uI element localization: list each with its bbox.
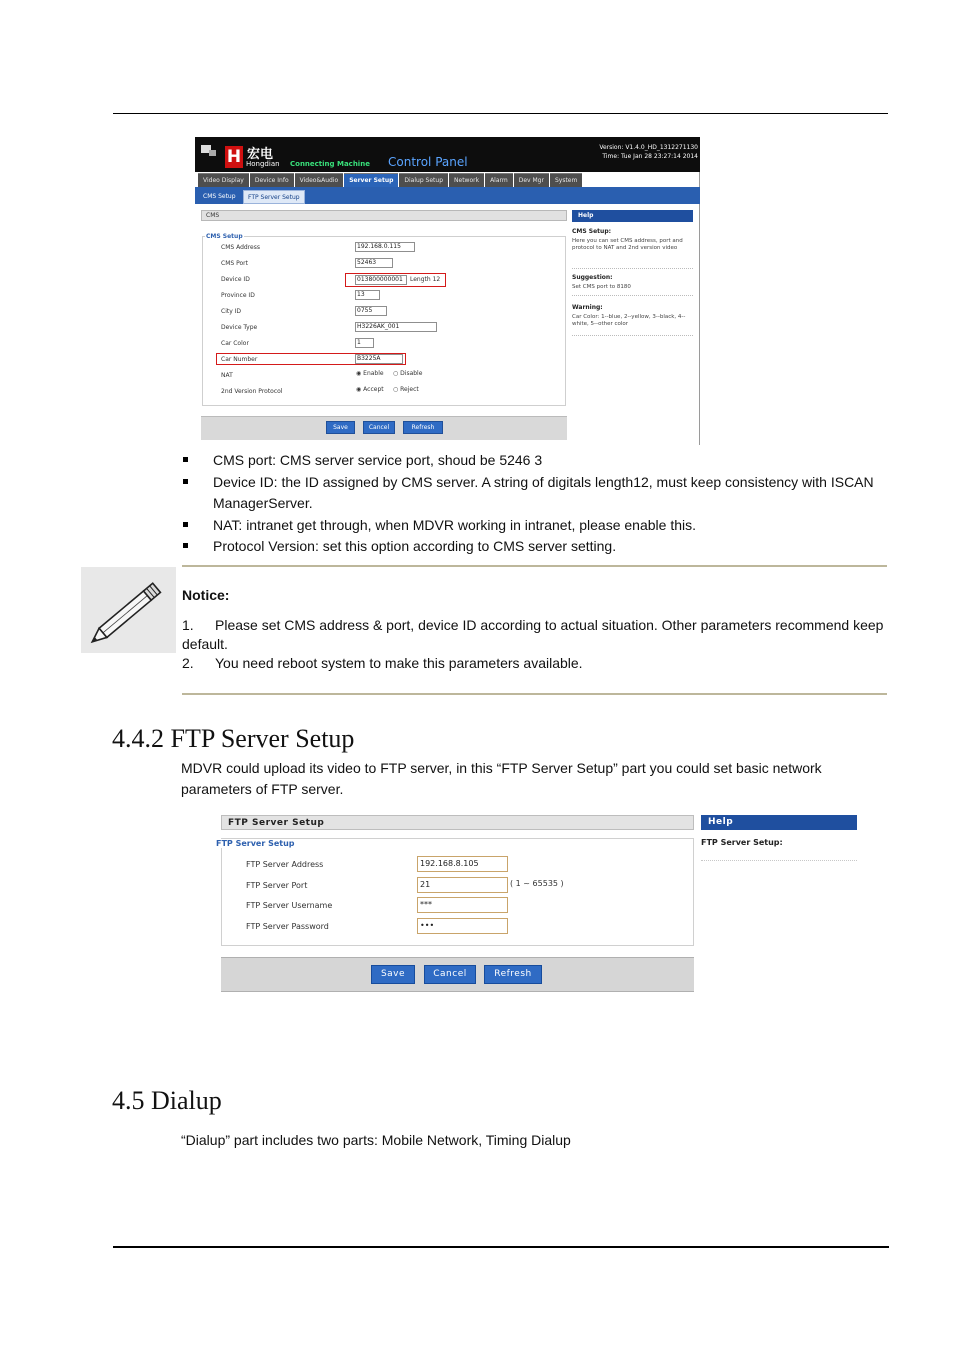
cms-legend: CMS Setup	[206, 233, 243, 240]
time-text: Time: Tue Jan 28 23:27:14 2014	[602, 153, 698, 160]
protocol-reject-radio[interactable]: ○ Reject	[393, 386, 419, 393]
version-text: Version: V1.4.0_HD_1312271130	[599, 144, 698, 151]
ftp-help-header: Help	[701, 815, 857, 830]
tab-server-setup[interactable]: Server Setup	[344, 173, 398, 187]
nat-disable-label: Disable	[400, 370, 423, 377]
notice-list	[182, 616, 887, 673]
refresh-button[interactable]: Refresh	[403, 421, 443, 434]
cms-port-label: CMS Port	[221, 260, 248, 267]
tab-system[interactable]: System	[550, 173, 582, 187]
help-cms-title: CMS Setup:	[572, 228, 612, 235]
main-nav	[198, 173, 583, 187]
logo-english: Hongdian	[246, 160, 280, 168]
protocol-accept-label: Accept	[363, 386, 384, 393]
ftp-address-label: FTP Server Address	[246, 860, 324, 869]
list-item: NAT: intranet get through, when MDVR working in intranet, please enable this.	[180, 515, 890, 537]
ftp-username-label: FTP Server Username	[246, 901, 333, 910]
car-color-label: Car Color	[221, 340, 249, 347]
notice-title: Notice:	[182, 587, 230, 603]
list-item: CMS port: CMS server service port, shoud be 5246 3	[180, 450, 890, 472]
help-header: Help	[572, 210, 693, 222]
help-suggestion-title: Suggestion:	[572, 274, 613, 281]
ftp-cancel-button[interactable]: Cancel	[424, 965, 476, 984]
ftp-password-input[interactable]: •••	[417, 918, 508, 934]
panel-title: Control Panel	[388, 155, 468, 169]
cms-setup-screenshot	[195, 137, 700, 445]
ftp-save-button[interactable]: Save	[371, 965, 415, 984]
device-id-input[interactable]: 013800000001	[355, 275, 407, 285]
ftp-help-divider	[701, 860, 857, 861]
ftp-port-label: FTP Server Port	[246, 881, 308, 890]
section-heading-dialup: 4.5 Dialup	[112, 1086, 222, 1115]
protocol-label: 2nd Version Protocol	[221, 388, 283, 395]
device-id-length: Length 12	[410, 276, 441, 283]
protocol-reject-label: Reject	[400, 386, 419, 393]
device-id-label: Device ID	[221, 276, 250, 283]
nat-disable-radio[interactable]: ○ Disable	[393, 370, 423, 377]
tab-dialup-setup[interactable]: Dialup Setup	[399, 173, 448, 187]
version-info	[599, 143, 698, 161]
ftp-address-input[interactable]: 192.168.8.105	[417, 856, 508, 872]
nat-label: NAT	[221, 372, 233, 379]
list-item: Protocol Version: set this option according to CMS server setting.	[180, 536, 890, 558]
header-rule	[113, 113, 888, 114]
province-id-label: Province ID	[221, 292, 255, 299]
ftp-intro-paragraph: MDVR could upload its video to FTP server, in this “FTP Server Setup” part you could set basic network parameters of FTP server.	[181, 760, 822, 797]
ftp-refresh-button[interactable]: Refresh	[484, 965, 542, 984]
tab-video-audio[interactable]: Video&Audio	[295, 173, 344, 187]
nat-enable-radio[interactable]: ◉ Enable	[356, 370, 384, 377]
help-divider	[572, 295, 693, 296]
logo-mark-small-icon	[209, 150, 216, 156]
save-button[interactable]: Save	[326, 421, 355, 434]
tagline: Connecting Machine	[290, 160, 370, 168]
notice-text: You need reboot system to make this parameters available.	[215, 655, 583, 671]
section-heading-ftp: 4.4.2 FTP Server Setup	[112, 724, 355, 753]
subtab-ftp-server-setup[interactable]: FTP Server Setup	[243, 190, 305, 204]
car-number-label: Car Number	[221, 356, 258, 363]
ftp-password-label: FTP Server Password	[246, 922, 329, 931]
notice-number: 1.	[182, 617, 194, 633]
help-cms-text: Here you can set CMS address, port and protocol to NAT and 2nd version video	[572, 238, 683, 251]
device-type-input[interactable]: H3226AK_001	[355, 322, 437, 332]
help-divider	[572, 268, 693, 269]
car-number-input[interactable]: B3225A	[355, 354, 403, 364]
pencil-icon	[81, 567, 176, 653]
notice-item	[182, 616, 887, 654]
cancel-button[interactable]: Cancel	[363, 421, 395, 434]
ftp-port-range: ( 1 ~ 65535 )	[510, 879, 564, 888]
notice-text: Please set CMS address & port, device ID according to actual situation. Other parameters recommend keep default.	[182, 617, 884, 652]
ftp-port-input[interactable]: 21	[417, 877, 508, 893]
help-divider	[572, 335, 693, 336]
hongdian-logo-icon: H	[226, 147, 242, 167]
ftp-legend: FTP Server Setup	[216, 839, 295, 848]
notice-top-rule	[182, 565, 887, 567]
tab-network[interactable]: Network	[449, 173, 484, 187]
subtab-cms-setup[interactable]: CMS Setup	[203, 193, 236, 200]
section-bar: CMS	[201, 210, 567, 221]
city-id-label: City ID	[221, 308, 242, 315]
notice-item	[182, 654, 887, 673]
control-panel-header	[195, 137, 700, 172]
tab-video-display[interactable]: Video Display	[198, 173, 249, 187]
nat-enable-label: Enable	[363, 370, 384, 377]
cms-parameter-list	[180, 450, 890, 558]
tab-alarm[interactable]: Alarm	[485, 173, 513, 187]
device-type-label: Device Type	[221, 324, 258, 331]
cms-address-label: CMS Address	[221, 244, 260, 251]
cms-port-input[interactable]: 52463	[355, 258, 393, 268]
city-id-input[interactable]: 0755	[355, 306, 387, 316]
notice-bottom-rule	[182, 693, 887, 695]
sub-nav	[195, 187, 700, 204]
car-color-input[interactable]: 1	[355, 338, 374, 348]
cms-address-input[interactable]: 192.168.0.115	[355, 242, 415, 252]
province-id-input[interactable]: 13	[355, 290, 380, 300]
logo-chinese: 宏电	[247, 147, 274, 162]
help-suggestion-text: Set CMS port to 8180	[572, 284, 631, 290]
tab-device-info[interactable]: Device Info	[250, 173, 294, 187]
footer-rule	[113, 1246, 889, 1248]
help-warning-title: Warning:	[572, 304, 603, 311]
ftp-section-bar: FTP Server Setup	[221, 815, 694, 830]
dialup-intro-paragraph: “Dialup” part includes two parts: Mobile Network, Timing Dialup	[181, 1132, 571, 1148]
notice-number: 2.	[182, 655, 194, 671]
tab-dev-mgr[interactable]: Dev Mgr	[514, 173, 549, 187]
ftp-help-title: FTP Server Setup:	[701, 838, 783, 847]
protocol-accept-radio[interactable]: ◉ Accept	[356, 386, 384, 393]
help-warning-text: Car Color: 1--blue, 2--yellow, 3--black, 4--white, 5--other color	[572, 314, 686, 327]
list-item: Device ID: the ID assigned by CMS server. A string of digitals length12, must keep consistency with ISCAN ManagerServer.	[180, 472, 890, 515]
ftp-username-input[interactable]: ***	[417, 897, 508, 913]
